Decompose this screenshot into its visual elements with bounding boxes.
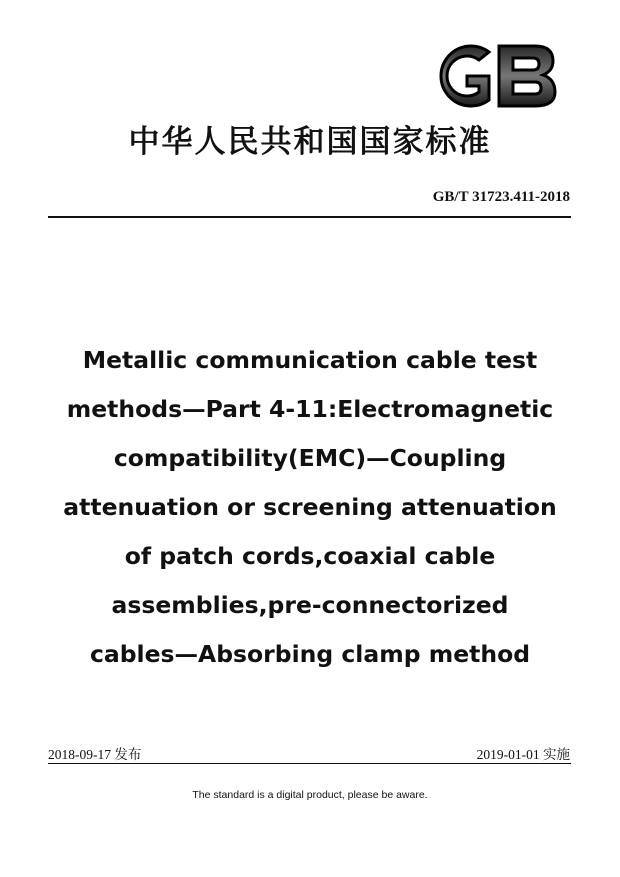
implementation-date-value: 2019-01-01 [476, 747, 540, 762]
gb-emblem-icon [427, 38, 559, 114]
publication-date-label: 发布 [114, 747, 142, 763]
implementation-date-label: 实施 [543, 747, 570, 763]
title-line: compatibility(EMC)—Coupling [113, 444, 507, 472]
header-divider [48, 216, 571, 218]
title-line: Metallic communication cable test [82, 346, 538, 374]
title-line: methods—Part 4-11:Electromagnetic [66, 395, 554, 423]
title-line: cables—Absorbing clamp method [89, 640, 531, 668]
footer-divider [48, 763, 571, 764]
publication-date [48, 743, 141, 763]
implementation-date [477, 743, 570, 763]
title-line: attenuation or screening attenuation [63, 493, 557, 521]
standard-number: GB/T 31723.411-2018 [432, 189, 570, 205]
issuing-body-title: 中华人民共和国国家标准 [128, 124, 492, 160]
publication-date-value: 2018-09-17 [48, 747, 111, 762]
document-title [40, 336, 580, 679]
digital-product-notice: The standard is a digital product, please be aware. [192, 789, 428, 801]
title-line: of patch cords,coaxial cable [124, 542, 496, 570]
title-line: assemblies,pre-connectorized [111, 591, 509, 619]
